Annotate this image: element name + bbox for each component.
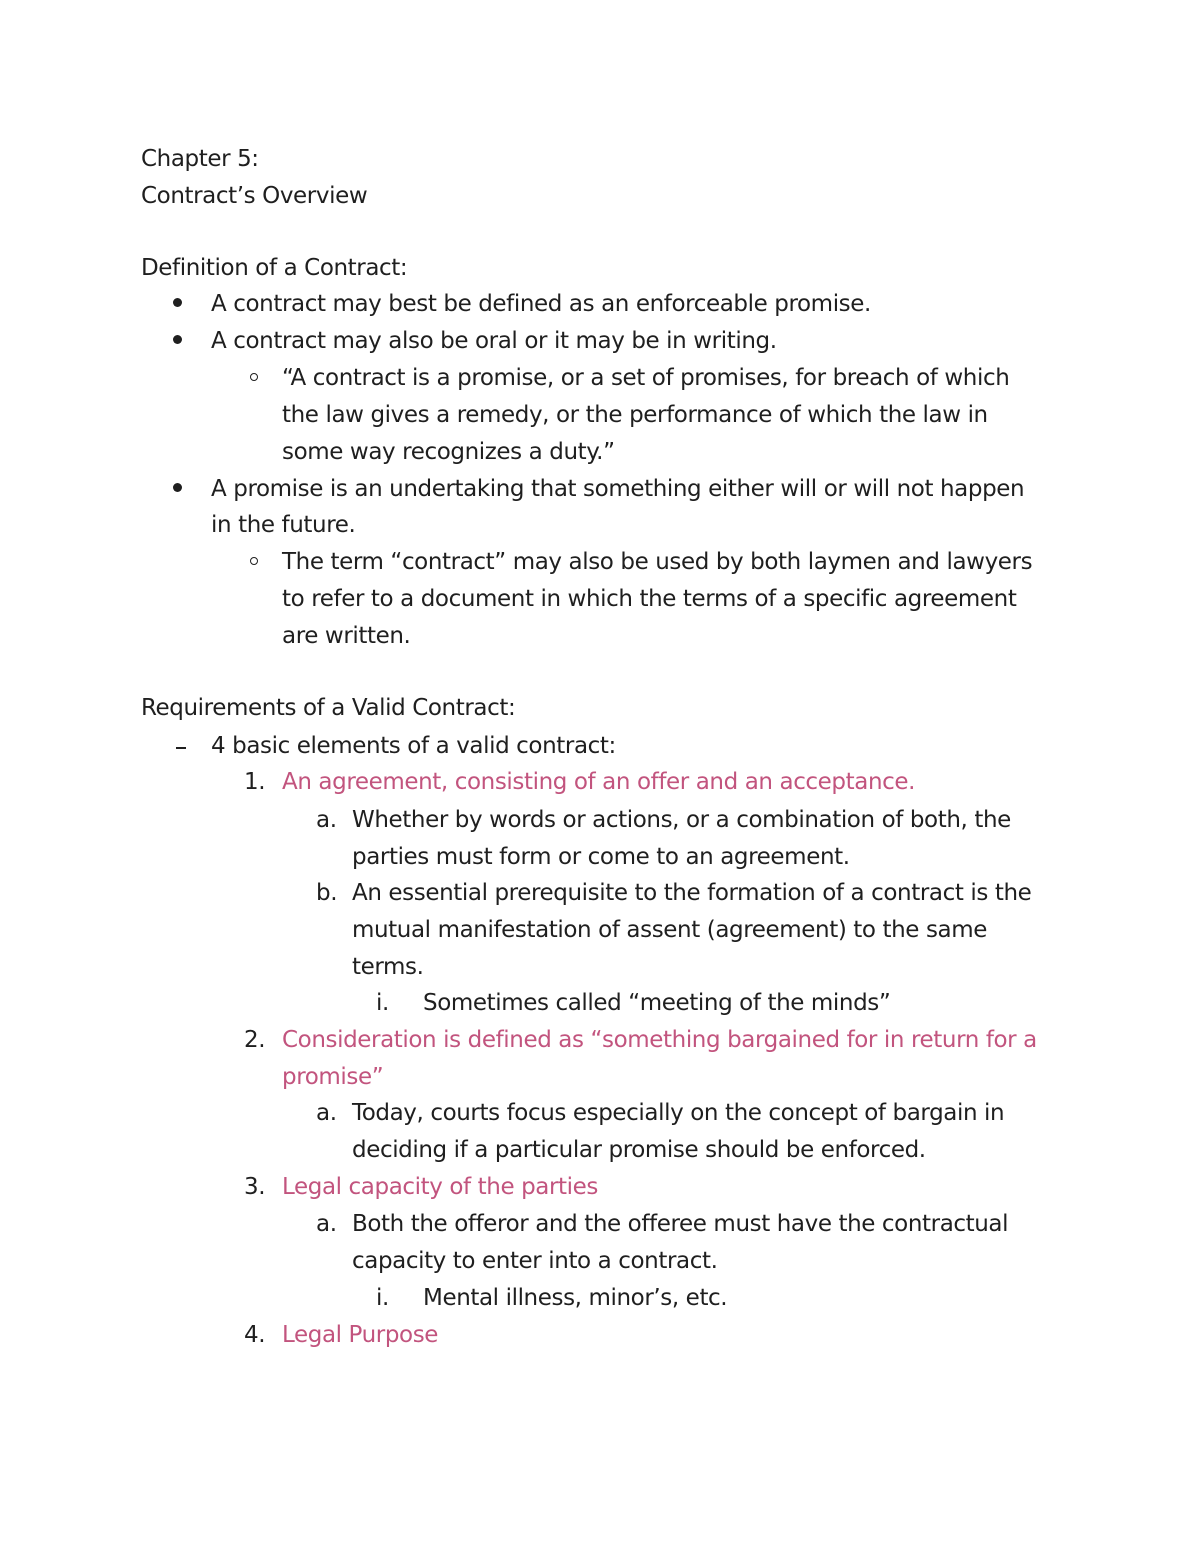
definition-bullet-3-line-1: A promise is an undertaking that something either will or will not happen [211,476,1025,502]
definition-bullet-2: A contract may also be oral or it may be in writing. [211,328,777,354]
item-1-text: An agreement, consisting of an offer and an acceptance. [282,769,916,795]
item-3a-i-marker: i. [376,1285,389,1311]
item-3a-i-text: Mental illness, minor’s, etc. [423,1285,728,1311]
item-1b-i-marker: i. [376,990,389,1016]
item-3a-line-2: capacity to enter into a contract. [352,1248,718,1274]
item-1b-marker: b. [316,880,338,906]
item-4-text: Legal Purpose [282,1322,439,1348]
item-2a-marker: a. [316,1100,337,1126]
definition-term-line-2: to refer to a document in which the terms of a specific agreement [282,586,1017,612]
item-1-number: 1. [244,769,266,795]
item-1b-line-3: terms. [352,954,424,980]
definition-quote-line-2: the law gives a remedy, or the performance of which the law in [282,402,988,428]
item-1b-i-text: Sometimes called “meeting of the minds” [423,990,891,1016]
definition-bullet-3-line-2: in the future. [211,512,356,538]
item-3-number: 3. [244,1174,266,1200]
item-1b-line-1: An essential prerequisite to the formation of a contract is the [352,880,1032,906]
requirements-heading: Requirements of a Valid Contract: [141,695,516,721]
item-2-line-2: promise” [282,1064,384,1090]
item-2-number: 2. [244,1027,266,1053]
bullet-icon [173,483,182,492]
hollow-bullet-icon [250,373,258,381]
item-3a-marker: a. [316,1211,337,1237]
bullet-icon [173,335,182,344]
definition-heading: Definition of a Contract: [141,255,408,281]
chapter-subtitle: Contract’s Overview [141,183,368,209]
hollow-bullet-icon [250,557,258,565]
dash-bullet-icon [176,747,186,749]
bullet-icon [173,298,182,307]
definition-bullet-1: A contract may best be defined as an enforceable promise. [211,291,871,317]
definition-term-line-3: are written. [282,623,411,649]
item-2a-line-1: Today, courts focus especially on the concept of bargain in [352,1100,1005,1126]
item-3-text: Legal capacity of the parties [282,1174,598,1200]
item-4-number: 4. [244,1322,266,1348]
definition-quote-line-1: “A contract is a promise, or a set of promises, for breach of which [282,365,1010,391]
item-2-line-1: Consideration is defined as “something bargained for in return for a [282,1027,1037,1053]
item-1a-line-2: parties must form or come to an agreement. [352,844,850,870]
item-1a-line-1: Whether by words or actions, or a combination of both, the [352,807,1011,833]
definition-quote-line-3: some way recognizes a duty.” [282,439,615,465]
requirements-intro: 4 basic elements of a valid contract: [211,733,616,759]
item-1b-line-2: mutual manifestation of assent (agreement) to the same [352,917,987,943]
chapter-title: Chapter 5: [141,146,259,172]
definition-term-line-1: The term “contract” may also be used by both laymen and lawyers [282,549,1033,575]
item-1a-marker: a. [316,807,337,833]
item-2a-line-2: deciding if a particular promise should be enforced. [352,1137,926,1163]
item-3a-line-1: Both the offeror and the offeree must have the contractual [352,1211,1009,1237]
